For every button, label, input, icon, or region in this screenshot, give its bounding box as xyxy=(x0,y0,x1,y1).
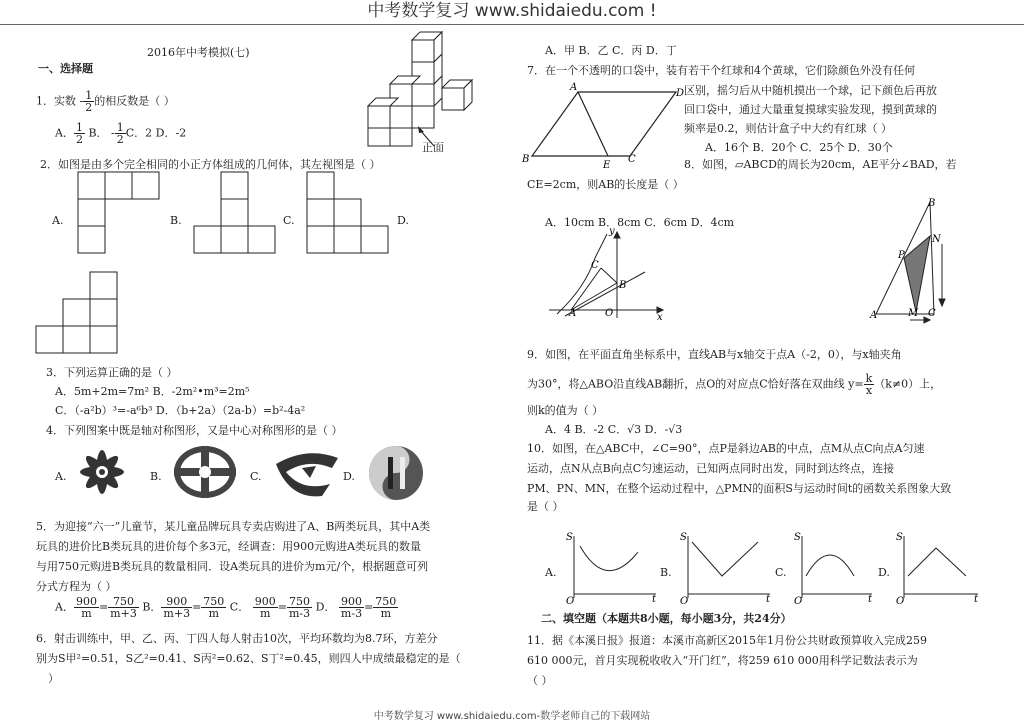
question-4: 4．下列图案中既是轴对称图形，又是中心对称图形的是（ ） xyxy=(46,424,343,437)
question-7-line1: 7．在一个不透明的口袋中，装有若干个红球和4个黄球，它们除颜色外没有任何 xyxy=(527,64,915,77)
point-label: E xyxy=(603,160,611,171)
q4-option-b-label: B. xyxy=(150,470,162,483)
question-6-line1: 6．射击训练中，甲、乙、丙、丁四人每人射击10次，平均环数均为8.7环，方差分 xyxy=(36,632,438,645)
point-label: A xyxy=(870,310,878,321)
q2-option-a-label: A. xyxy=(52,214,64,227)
axis-label: t xyxy=(868,594,873,605)
q2-option-c-label: C. xyxy=(283,214,295,227)
point-label: C xyxy=(928,308,936,319)
q10-option-a-label: A. xyxy=(545,566,557,579)
question-7-options: A．16个 B．20个 C．25个 D．30个 xyxy=(705,141,893,154)
axis-label: S xyxy=(794,532,801,543)
q10-graph-b xyxy=(680,532,772,607)
axis-label: S xyxy=(896,532,903,543)
q2-option-d-figure xyxy=(36,272,126,356)
q3-options-line2: C．（-a²b）³=-a⁶b³ D．（b+2a）（2a-b）=b²-4a² xyxy=(55,404,306,417)
question-10-line1: 10．如图，在△ABC中，∠C=90°，点P是斜边AB的中点，点M从点C向点A匀速 xyxy=(527,442,925,455)
q2-option-b-figure xyxy=(194,172,278,256)
question-9-options: A．4 B．-2 C．√3 D．-√3 xyxy=(545,423,683,436)
question-7-line4: 频率是0.2，则估计盒子中大约有红球（ ） xyxy=(684,122,892,135)
point-label: D xyxy=(676,88,685,99)
question-6-options: A．甲 B．乙 C．丙 D．丁 xyxy=(545,44,677,57)
q4-option-d-emblem xyxy=(366,444,426,502)
axis-label: O xyxy=(896,596,905,607)
point-label: B xyxy=(928,198,936,209)
header-divider xyxy=(0,24,1024,25)
point-label: P xyxy=(898,250,905,261)
parallelogram-figure xyxy=(518,82,688,172)
q10-graph-a xyxy=(566,532,658,607)
question-6-line2: 别为S甲²=0.51，S乙²=0.41、S丙²=0.62、S丁²=0.45，则四人中成绩最稳定的是（ xyxy=(36,652,461,665)
question-8-line1: 8．如图，▱ABCD的周长为20cm，AE平分∠BAD，若 xyxy=(684,158,957,171)
point-label: N xyxy=(932,234,941,245)
question-9-line1: 9．如图，在平面直角坐标系中，直线AB与x轴交于点A（-2，0），与x轴夹角 xyxy=(527,348,902,361)
question-5-line4: 分式方程为（ ） xyxy=(36,580,117,593)
question-9-line2: 为30°，将△ABO沿直线AB翻折，点O的对应点C恰好落在双曲线 y= $\frac{k}{x}$ （k≠0）上， xyxy=(527,372,942,397)
question-5-line2: 玩具的进价比B类玩具的进价每个多3元，经调查：用900元购进A类玩具的数量 xyxy=(36,540,422,553)
q10-option-d-label: D. xyxy=(878,566,890,579)
question-1-options: A． $\frac{1}{2}$ B． - $\frac{1}{2}$ C．2 D．-2 xyxy=(55,121,187,146)
q2-option-c-figure xyxy=(307,172,393,256)
q4-option-b-emblem xyxy=(172,444,238,500)
axis-label: y xyxy=(609,226,615,237)
axis-label: t xyxy=(974,594,979,605)
point-label: A xyxy=(569,308,577,319)
question-11-line3: （ ） xyxy=(527,674,553,687)
hyperbola-coordinate-figure xyxy=(545,226,670,323)
section-title-choice: 一、选择题 xyxy=(38,62,93,75)
q10-graph-d xyxy=(896,532,980,607)
point-label: B xyxy=(619,280,627,291)
right-triangle-figure xyxy=(868,196,958,324)
question-10-line4: 是（ ） xyxy=(527,500,564,513)
question-9-line3: 则k的值为（ ） xyxy=(527,404,604,417)
page-footer: 中考数学复习 www.shidaiedu.com-数学老师自己的下载网站 xyxy=(373,711,651,722)
axis-label: O xyxy=(680,596,689,607)
question-6-line3: ） xyxy=(48,672,59,685)
question-3: 3．下列运算正确的是（ ） xyxy=(46,366,178,379)
section-title-fill: 二、填空题（本题共8小题，每小题3分，共24分） xyxy=(541,612,792,625)
question-10-line2: 运动，点N从点B向点C匀速运动，已知两点同时出发，同时到达终点，连接 xyxy=(527,462,895,475)
question-5-line3: 与用750元购进B类玩具的数量相同．设A类玩具的进价为m元/个，根据题意可列 xyxy=(36,560,429,573)
site-banner: 中考数学复习 www.shidaiedu.com ! xyxy=(367,1,657,21)
question-11-line2: 610 000元，首月实现税收收入“开门红”，将259 610 000用科学记数法表示为 xyxy=(527,654,918,667)
point-label: C xyxy=(628,154,636,165)
point-label: O xyxy=(605,308,614,319)
q10-option-c-label: C. xyxy=(775,566,787,579)
question-7-line2: 区别，摇匀后从中随机摸出一个球，记下颜色后再放 xyxy=(684,84,937,97)
question-8-options: A．10cm B．8cm C．6cm D．4cm xyxy=(545,216,735,229)
axis-label: t xyxy=(652,594,657,605)
point-label: C xyxy=(591,260,599,271)
question-5-line1: 5．为迎接“六一”儿童节，某儿童品牌玩具专卖店购进了A、B两类玩具，其中A类 xyxy=(36,520,431,533)
q4-option-c-emblem xyxy=(272,444,342,500)
q2-option-b-label: B. xyxy=(170,214,182,227)
fraction: $\frac{1}{2}$ xyxy=(85,89,93,114)
question-8-line2: CE=2cm，则AB的长度是（ ） xyxy=(527,178,684,191)
axis-label: O xyxy=(566,596,575,607)
axis-label: t xyxy=(766,594,771,605)
exam-title: 2016年中考模拟(七) xyxy=(147,46,250,59)
q4-option-a-emblem xyxy=(72,444,132,500)
q4-option-d-label: D. xyxy=(343,470,355,483)
axis-label: O xyxy=(794,596,803,607)
q2-option-d-label: D. xyxy=(397,214,409,227)
point-label: B xyxy=(522,154,530,165)
axis-label: S xyxy=(680,532,687,543)
axis-label: x xyxy=(657,312,663,323)
q5-options: A． $\frac{900}{m}$ = $\frac{750}{m+3}$ B． $\frac{900}{m+3}$ = $\frac{750}{m}$ C． $\frac{900}{m}$ = $\frac{750}{m-3}$ D． $\frac{900}{m-3}$ = $\frac{750}{m}$ xyxy=(55,595,397,620)
point-label: M xyxy=(908,308,919,319)
q2-option-a-figure xyxy=(78,172,168,256)
front-label: 正面 xyxy=(422,141,444,154)
axis-label: S xyxy=(566,532,573,543)
q4-option-a-label: A. xyxy=(55,470,67,483)
q4-option-c-label: C. xyxy=(250,470,262,483)
q3-options-line1: A．5m+2m=7m² B．-2m²•m³=2m⁵ xyxy=(55,385,250,398)
point-label: A xyxy=(570,82,578,93)
q10-option-b-label: B. xyxy=(660,566,672,579)
question-11-line1: 11．据《本溪日报》报道：本溪市高新区2015年1月份公共财政预算收入完成259 xyxy=(527,634,927,647)
question-10-line3: PM、PN、MN，在整个运动过程中，△PMN的面积S与运动时间t的函数关系图象大致 xyxy=(527,482,952,495)
q10-graph-c xyxy=(794,532,874,607)
question-1: 1．实数 - $\frac{1}{2}$ 的相反数是（ ） xyxy=(36,89,175,114)
question-2: 2．如图是由多个完全相同的小正方体组成的几何体，其左视图是（ ） xyxy=(40,158,381,171)
cube-solid-figure xyxy=(362,28,482,153)
question-7-line3: 回口袋中，通过大量重复摸球实验发现，摸到黄球的 xyxy=(684,103,937,116)
